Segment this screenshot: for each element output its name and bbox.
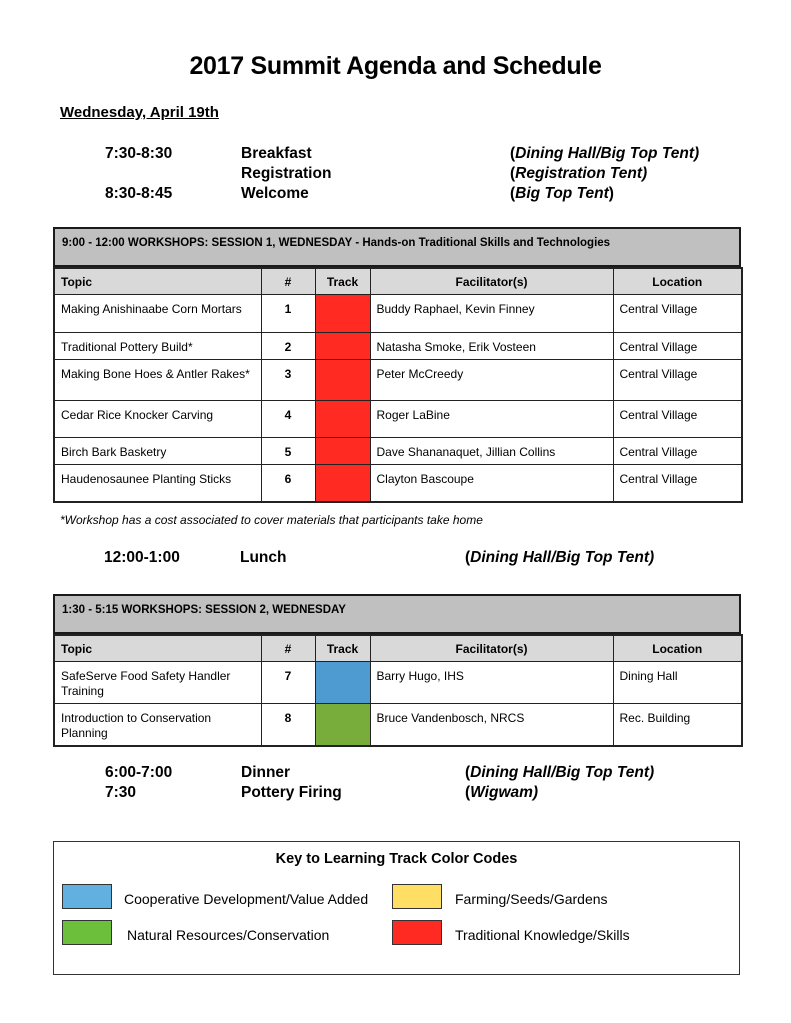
cooperative-swatch [62,884,112,909]
schedule-location: (Dining Hall/Big Top Tent) [465,764,655,781]
location-cell: Central Village [613,438,742,465]
track-color-cell [315,360,370,401]
session-2 [53,594,741,747]
table-row [54,401,742,438]
schedule-location: (Wigwam) [465,784,539,801]
track-color-cell [315,704,370,746]
track-color-cell [315,333,370,360]
schedule-event: Lunch [240,549,287,566]
page-title: 2017 Summit Agenda and Schedule [189,52,602,80]
schedule-event: Registration [241,165,332,182]
schedule-location: (Dining Hall/Big Top Tent) [510,145,700,162]
topic-cell: Traditional Pottery Build* [54,333,261,360]
facilitator-cell: Bruce Vandenbosch, NRCS [370,704,613,746]
track-color-cell [315,662,370,704]
column-header-number: # [261,268,315,295]
schedule-time: 6:00-7:00 [105,764,173,781]
topic-cell: Introduction to Conservation Planning [54,704,261,746]
number-cell: 2 [261,333,315,360]
table-row [54,465,742,502]
schedule-time: 7:30 [105,784,137,801]
topic-cell: Making Bone Hoes & Antler Rakes* [54,360,261,401]
table-row [54,704,742,746]
schedule-location: (Registration Tent) [510,165,648,182]
farming-swatch [392,884,442,909]
table-header-row [54,268,742,295]
table-row [54,662,742,704]
facilitator-cell: Buddy Raphael, Kevin Finney [370,295,613,333]
topic-cell: Cedar Rice Knocker Carving [54,401,261,438]
number-cell: 6 [261,465,315,502]
schedule-location: (Big Top Tent) [510,185,614,202]
location-cell: Central Village [613,401,742,438]
facilitator-cell: Peter McCreedy [370,360,613,401]
topic-cell: Birch Bark Basketry [54,438,261,465]
session-1-header: 9:00 - 12:00 WORKSHOPS: SESSION 1, WEDNESDAY - Hands-on Traditional Skills and Technologies [53,227,741,267]
number-cell: 1 [261,295,315,333]
track-color-cell [315,295,370,333]
schedule-location: (Dining Hall/Big Top Tent) [465,549,655,566]
facilitator-cell: Barry Hugo, IHS [370,662,613,704]
facilitator-cell: Clayton Bascoupe [370,465,613,502]
track-color-cell [315,401,370,438]
schedule-time: 8:30-8:45 [105,185,173,202]
location-cell: Dining Hall [613,662,742,704]
schedule-time: 7:30-8:30 [105,145,173,162]
schedule-event: Breakfast [241,145,312,162]
cost-note: *Workshop has a cost associated to cover materials that participants take home [60,513,483,527]
column-header-facilitator: Facilitator(s) [370,635,613,662]
table-row [54,295,742,333]
topic-cell: Haudenosaunee Planting Sticks [54,465,261,502]
track-color-key [53,841,740,975]
facilitator-cell: Natasha Smoke, Erik Vosteen [370,333,613,360]
column-header-topic: Topic [54,635,261,662]
key-label-traditional: Traditional Knowledge/Skills [455,927,630,943]
day-heading: Wednesday, April 19th [60,104,219,121]
number-cell: 4 [261,401,315,438]
column-header-number: # [261,635,315,662]
column-header-location: Location [613,635,742,662]
session-1 [53,227,741,503]
number-cell: 7 [261,662,315,704]
column-header-track: Track [315,268,370,295]
facilitator-cell: Dave Shananaquet, Jillian Collins [370,438,613,465]
table-row [54,333,742,360]
traditional-swatch [392,920,442,945]
location-cell: Rec. Building [613,704,742,746]
location-cell: Central Village [613,465,742,502]
track-color-cell [315,438,370,465]
key-label-farming: Farming/Seeds/Gardens [455,891,608,907]
facilitator-cell: Roger LaBine [370,401,613,438]
location-cell: Central Village [613,295,742,333]
track-color-cell [315,465,370,502]
number-cell: 3 [261,360,315,401]
schedule-event: Welcome [241,185,309,202]
schedule-event: Pottery Firing [241,784,342,801]
session-1-table [53,267,743,503]
location-cell: Central Village [613,333,742,360]
session-2-header: 1:30 - 5:15 WORKSHOPS: SESSION 2, WEDNESDAY [53,594,741,634]
number-cell: 5 [261,438,315,465]
natural-resources-swatch [62,920,112,945]
column-header-facilitator: Facilitator(s) [370,268,613,295]
session-2-table [53,634,743,747]
topic-cell: Making Anishinaabe Corn Mortars [54,295,261,333]
column-header-track: Track [315,635,370,662]
key-label-natural-resources: Natural Resources/Conservation [127,927,330,943]
topic-cell: SafeServe Food Safety Handler Training [54,662,261,704]
schedule-time: 12:00-1:00 [104,549,180,566]
location-cell: Central Village [613,360,742,401]
table-header-row [54,635,742,662]
schedule-event: Dinner [241,764,291,781]
key-label-cooperative: Cooperative Development/Value Added [124,891,369,907]
column-header-location: Location [613,268,742,295]
table-row [54,438,742,465]
table-row [54,360,742,401]
key-title: Key to Learning Track Color Codes [275,851,518,867]
number-cell: 8 [261,704,315,746]
column-header-topic: Topic [54,268,261,295]
